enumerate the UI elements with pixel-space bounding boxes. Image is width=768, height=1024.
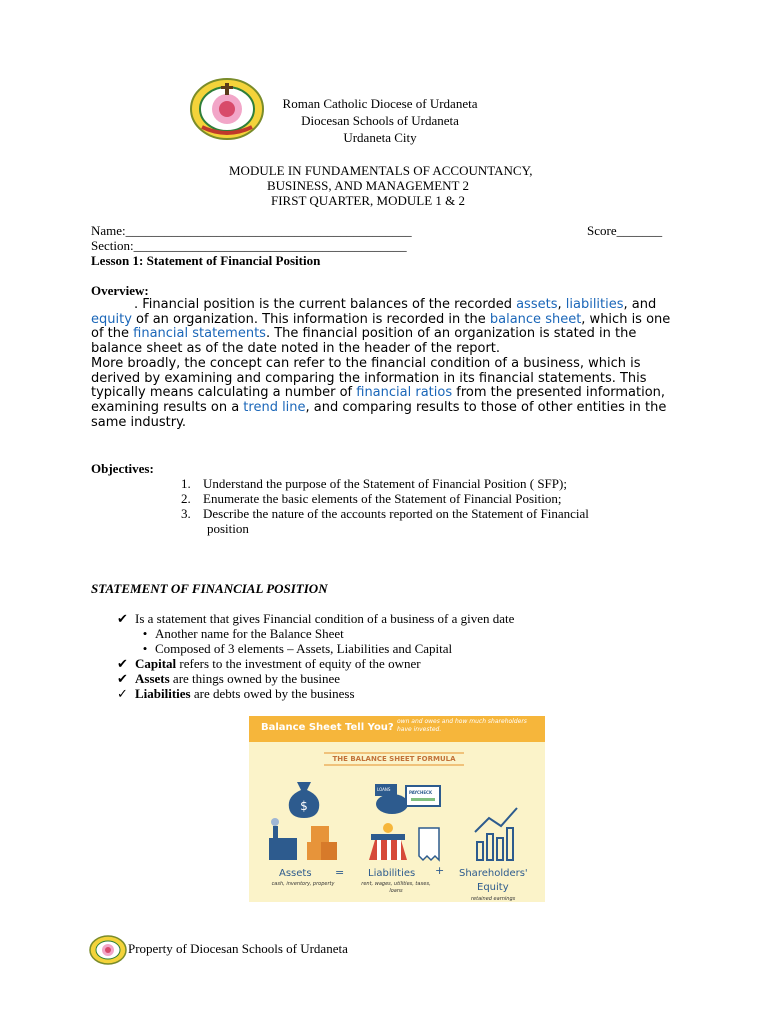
liabilities-label: Liabilities [368,868,416,879]
equals-sign: = [335,866,345,879]
equity-sub: retained earnings [471,896,516,902]
section-field[interactable]: Section:__________________________________________ [91,238,407,253]
objectives-heading: Objectives: [91,461,154,476]
equity-label-1: Shareholders' [459,868,528,879]
bullet-item: • Another name for the Balance Sheet [117,626,677,641]
footer-seal-logo [88,934,128,966]
assets-label: Assets [279,868,312,879]
plus-sign: + [435,864,445,877]
link-trend-line[interactable]: trend line [243,399,306,415]
overview-heading: Overview: [91,283,149,298]
module-title-1: MODULE IN FUNDAMENTALS OF ACCOUNTANCY, [229,163,533,178]
bullet-item: • Composed of 3 elements – Assets, Liabilities and Capital [117,641,677,656]
loans-tag: LOANS [377,787,391,792]
check-item: ✓ Liabilities are debts owed by the business [117,686,355,701]
module-title-2: BUSINESS, AND MANAGEMENT 2 [267,178,470,193]
check-item: ✔ Assets are things owned by the businee [117,671,341,686]
link-equity[interactable]: equity [91,311,132,327]
objective-item: 3. Describe the nature of the accounts reported on the Statement of Financial [181,506,589,521]
formula-label: THE BALANCE SHEET FORMULA [324,752,464,766]
link-balance-sheet[interactable]: balance sheet [489,311,582,327]
infographic-note: own and owes and how much shareholders have invested. [397,718,527,733]
check-item: ✔ Capital refers to the investment of equity of the owner [117,656,421,671]
objective-item: 2. Enumerate the basic elements of the Statement of Financial Position; [181,491,562,506]
link-assets[interactable]: assets [516,297,558,312]
infographic-title: Balance Sheet Tell You? [261,722,394,733]
objectives-list: 1. Understand the purpose of the Statement of Financial Position ( SFP); 2. Enumerate the basic elements of the Statement of Financial Position; 3. Describe the nature of the accounts reported on the Statement of Financial position [181,476,681,536]
overview-paragraph: . Financial position is the current balances of the recorded assets, liabilities, and equity of an organization. This information is recorded in the balance sheet, which is one of the financial statements. The financial position of an organization is stated in the balance sheet as of the date noted in the header of the report. More broadly, the concept can refer to the financial condition of a business, which is derived by examining and comparing the information in its financial statements. This typically means calculating a number of financial ratios from the presented information, examining results on a trend line, and comparing results to those of other entities in the same industry. [91,297,671,430]
header-diocese: Roman Catholic Diocese of Urdaneta [282,96,478,111]
liabilities-sub: rent, wages, utilities, taxes, loans [361,881,431,894]
objective-item: 1. Understand the purpose of the Statement of Financial Position ( SFP); [181,476,567,491]
check-item: ✔ Is a statement that gives Financial condition of a business of a given date [117,611,515,626]
checkmark-icon: ✓ [117,686,128,701]
paycheck-tag: PAYCHECK [409,790,433,795]
assets-sub: cash, inventory, property [271,881,335,887]
header-city: Urdaneta City [343,130,417,145]
link-financial-ratios[interactable]: financial ratios [356,385,453,401]
module-title-3: FIRST QUARTER, MODULE 1 & 2 [271,193,465,208]
checkmark-icon: ✔ [117,611,128,626]
score-field[interactable]: Score_______ [587,223,663,238]
name-field[interactable]: Name:____________________________________________ [91,223,412,238]
header-schools: Diocesan Schools of Urdaneta [301,113,459,128]
svg-text:$: $ [300,799,308,813]
link-financial-statements[interactable]: financial statements [133,326,266,342]
bullet-icon: • [142,626,148,641]
checkmark-icon: ✔ [117,656,128,671]
sfp-heading: STATEMENT OF FINANCIAL POSITION [91,581,328,596]
lesson-title: Lesson 1: Statement of Financial Position [91,253,321,268]
balance-sheet-infographic [249,716,545,902]
link-liabilities[interactable]: liabilities [565,297,624,312]
footer-text: Property of Diocesan Schools of Urdaneta [128,941,348,956]
bullet-icon: • [142,641,148,656]
checkmark-icon: ✔ [117,671,128,686]
equity-label-2: Equity [477,882,509,893]
